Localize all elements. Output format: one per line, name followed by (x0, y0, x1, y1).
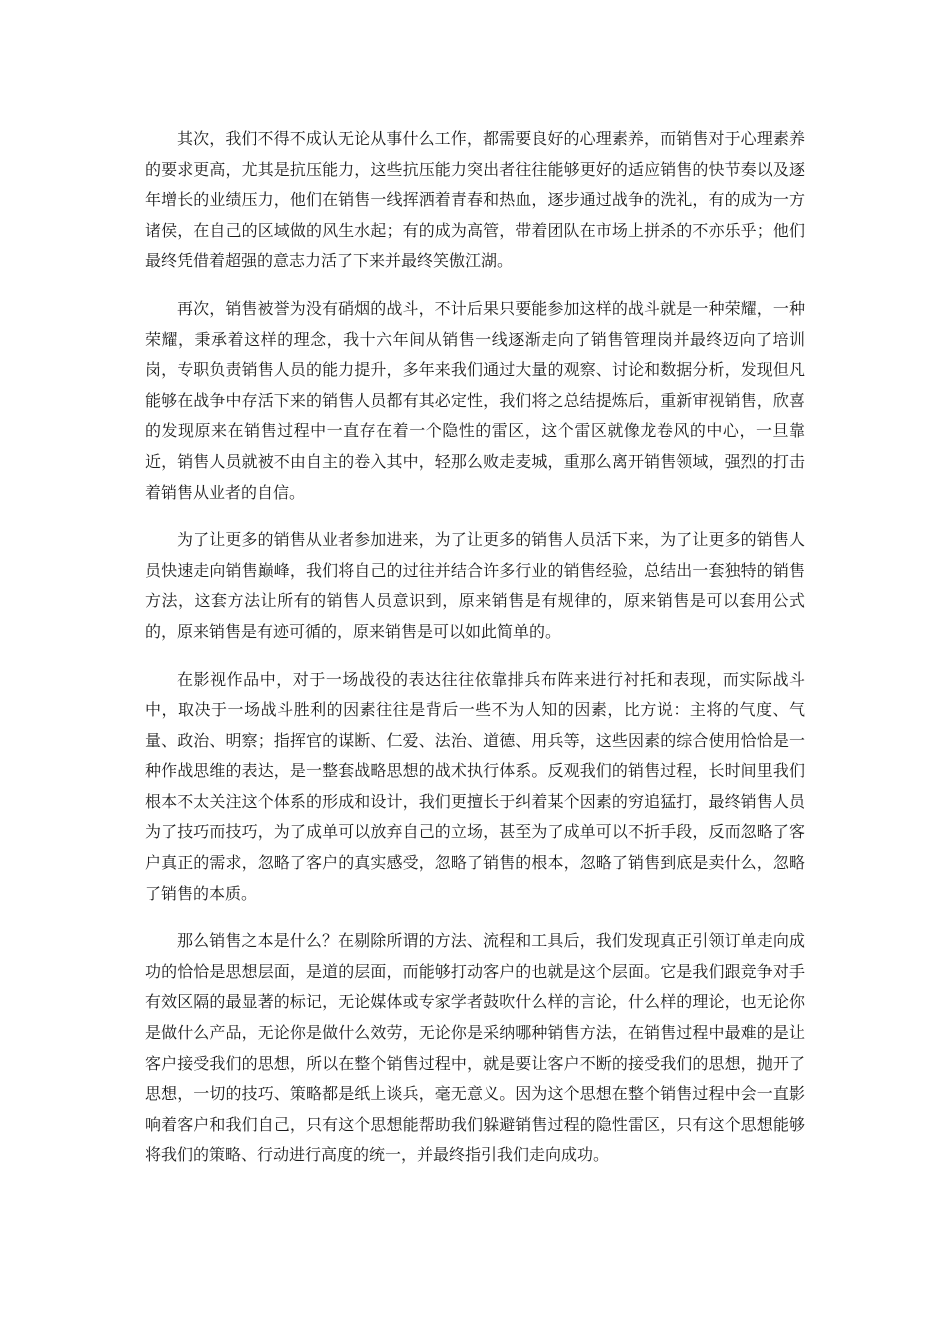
document-body (145, 124, 805, 1188)
paragraph-5: 那么销售之本是什么？在剔除所谓的方法、流程和工具后，我们发现真正引领订单走向成功的恰恰是思想层面，是道的层面，而能够打动客户的也就是这个层面。它是我们跟竞争对手有效区隔的最显著的标记，无论媒体或专家学者鼓吹什么样的言论，什么样的理论，也无论你是做什么产品，无论你是做什么效劳，无论你是采纳哪种销售方法，在销售过程中最难的是让客户接受我们的思想，所以在整个销售过程中，就是要让客户不断的接受我们的思想，抛开了思想，一切的技巧、策略都是纸上谈兵，毫无意义。因为这个思想在整个销售过程中会一直影响着客户和我们自己，只有这个思想能帮助我们躲避销售过程的隐性雷区，只有这个思想能够将我们的策略、行动进行高度的统一，并最终指引我们走向成功。 (145, 931, 805, 1165)
paragraph-1: 其次，我们不得不成认无论从事什么工作，都需要良好的心理素养，而销售对于心理素养的要求更高，尤其是抗压能力，这些抗压能力突出者往往能够更好的适应销售的快节奏以及逐年增长的业绩压力，他们在销售一线挥洒着青春和热血，逐步通过战争的洗礼，有的成为一方诸侯，在自己的区域做的风生水起；有的成为高管，带着团队在市场上拼杀的不亦乐乎；他们最终凭借着超强的意志力活了下来并最终笑傲江湖。 (145, 129, 805, 271)
paragraph-3: 为了让更多的销售从业者参加进来，为了让更多的销售人员活下来，为了让更多的销售人员快速走向销售巅峰，我们将自己的过往并结合许多行业的销售经验，总结出一套独特的销售方法，这套方法让所有的销售人员意识到，原来销售是有规律的，原来销售是可以套用公式的，原来销售是有迹可循的，原来销售是可以如此简单的。 (145, 530, 805, 641)
paragraph-4: 在影视作品中，对于一场战役的表达往往依靠排兵布阵来进行衬托和表现，而实际战斗中，取决于一场战斗胜利的因素往往是背后一些不为人知的因素，比方说：主将的气度、气量、政治、明察；指挥官的谋断、仁爱、法治、道德、用兵等，这些因素的综合使用恰恰是一种作战思维的表达，是一整套战略思想的战术执行体系。反观我们的销售过程，长时间里我们根本不太关注这个体系的形成和设计，我们更擅长于纠着某个因素的穷追猛打，最终销售人员为了技巧而技巧，为了成单可以放弃自己的立场，甚至为了成单可以不折手段，反而忽略了客户真正的需求，忽略了客户的真实感受，忽略了销售的根本，忽略了销售到底是卖什么，忽略了销售的本质。 (145, 669, 805, 903)
paragraph-2: 再次，销售被誉为没有硝烟的战斗，不计后果只要能参加这样的战斗就是一种荣耀，一种荣耀，秉承着这样的理念，我十六年间从销售一线逐渐走向了销售管理岗并最终迈向了培训岗，专职负责销售人员的能力提升，多年来我们通过大量的观察、讨论和数据分析，发现但凡能够在战争中存活下来的销售人员都有其必定性，我们将之总结提炼后，重新审视销售，欣喜的发现原来在销售过程中一直存在着一个隐性的雷区，这个雷区就像龙卷风的中心，一旦靠近，销售人员就被不由自主的卷入其中，轻那么败走麦城，重那么离开销售领域，强烈的打击着销售从业者的自信。 (145, 298, 805, 502)
